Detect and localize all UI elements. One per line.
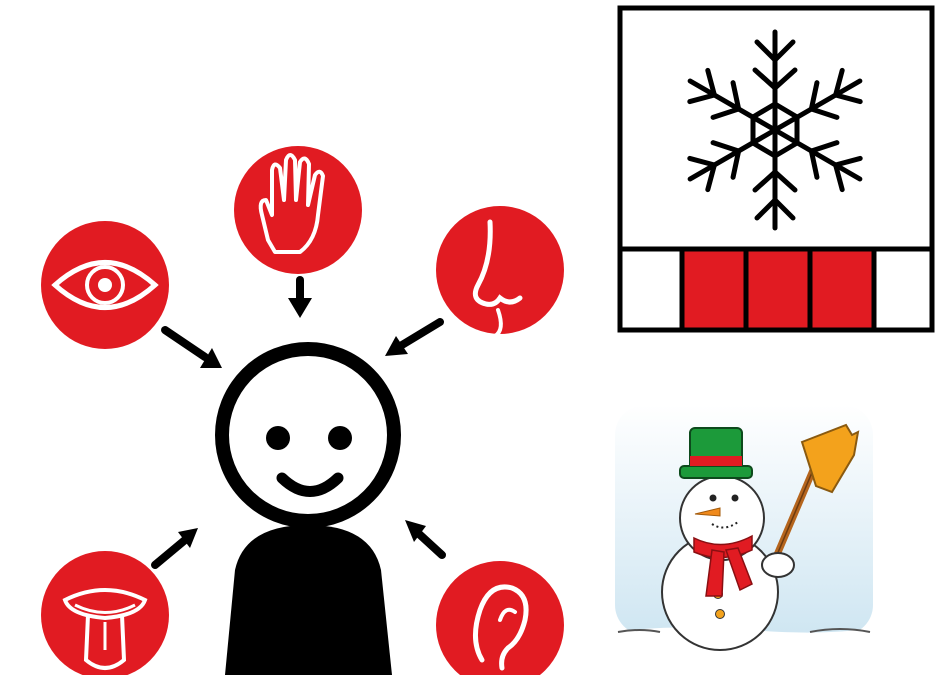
snowman-illustration — [600, 400, 935, 675]
ear-icon — [436, 561, 564, 675]
mouth-tongue-icon — [41, 551, 169, 675]
strip-cell — [620, 249, 682, 330]
winter-symbol-card — [600, 0, 935, 340]
arrow-icon — [165, 330, 222, 368]
arrow-icon — [288, 280, 312, 318]
strip-cell — [682, 249, 746, 330]
arrow-icon — [385, 322, 440, 356]
smiling-person-icon — [222, 349, 394, 675]
arrow-icon — [405, 520, 442, 555]
progress-strip — [620, 249, 932, 330]
eye-icon — [41, 221, 169, 349]
strip-cell — [746, 249, 810, 330]
hand-icon — [234, 146, 362, 274]
nose-icon — [436, 206, 564, 336]
strip-cell — [810, 249, 874, 330]
arrow-icon — [155, 528, 198, 565]
strip-cell — [874, 249, 932, 330]
